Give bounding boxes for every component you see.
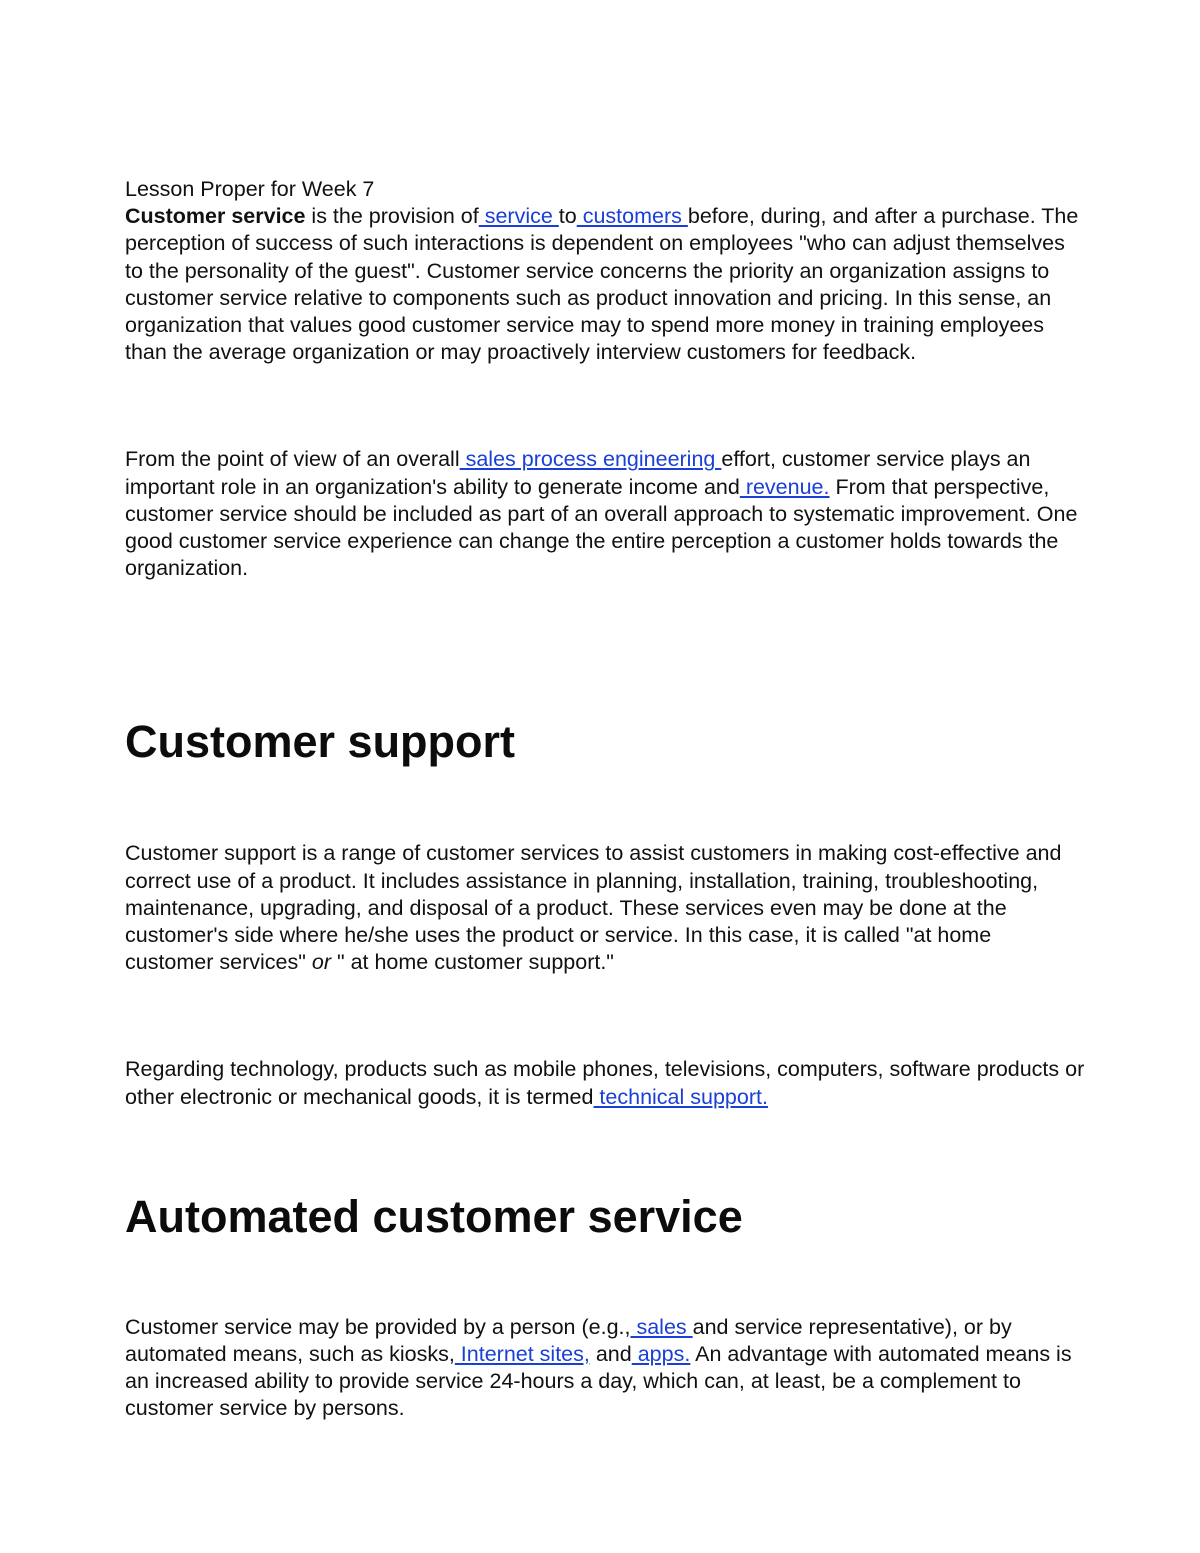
paragraph-technology xyxy=(125,1056,1085,1110)
link-apps[interactable]: apps. xyxy=(631,1342,691,1367)
link-revenue[interactable]: revenue. xyxy=(739,474,830,499)
text-run: Regarding technology, products such as mobile phones, televisions, computers, software products or other electronic or mechanical goods, it is termed xyxy=(125,1057,1085,1109)
link-sales[interactable]: sales xyxy=(630,1314,693,1339)
paragraph-automated-service xyxy=(125,1314,1085,1423)
heading-automated-customer-service: Automated customer service xyxy=(125,1190,743,1242)
paragraph-customer-support xyxy=(125,840,1085,976)
link-internet-sites[interactable]: Internet sites, xyxy=(454,1342,590,1367)
link-service[interactable]: service xyxy=(478,204,559,229)
bold-term: Customer service xyxy=(125,204,306,229)
text-run: " at home customer support." xyxy=(330,950,614,975)
text-run: is the provision of xyxy=(305,204,479,229)
link-customers[interactable]: customers xyxy=(576,204,688,229)
heading-customer-support: Customer support xyxy=(125,716,516,768)
link-sales-process-engineering[interactable]: sales process engineering xyxy=(459,447,722,472)
text-run: and xyxy=(589,1342,632,1367)
paragraph-sales-process xyxy=(125,446,1085,582)
link-technical-support[interactable]: technical support. xyxy=(593,1084,768,1109)
document-page xyxy=(125,176,1085,1423)
text-run: to xyxy=(558,204,577,229)
text-run: From the point of view of an overall xyxy=(125,447,460,472)
text-run: Customer service may be provided by a person (e.g., xyxy=(125,1314,631,1339)
text-run: Customer support is a range of customer services to assist customers in making cost-effective and correct use of a product. It includes assistance in planning, installation, training, troubleshooting, maintenance, upgrading, and disposal of a product. These services even may be done at the customer's side where he/she uses the product or service. In this case, it is called "at home customer services" xyxy=(125,841,1062,975)
text-run: An advantage with automated means is an increased ability to provide service 24-hours a day, which can, at least, be a complement to customer service by persons. xyxy=(125,1342,1072,1421)
lesson-title: Lesson Proper for Week 7 xyxy=(125,177,375,201)
text-run: effort, customer service plays an important role in an organization's ability to generate income and xyxy=(125,447,1031,499)
italic-text: or xyxy=(311,950,331,975)
text-run: From that perspective, customer service should be included as part of an overall approach to systematic improvement. One good customer service experience can change the entire perception a customer holds towards the organization. xyxy=(125,474,1078,581)
paragraph-customer-service xyxy=(125,203,1085,366)
text-run: and service representative), or by automated means, such as kiosks, xyxy=(125,1314,1012,1367)
text-run: before, during, and after a purchase. The perception of success of such interactions is dependent on employees "who can adjust themselves to the personality of the guest". Customer service concerns the priority an organization assigns to customer service relative to components such as product innovation and pricing. In this sense, an organization that values good customer service may to spend more money in training employees than the average organization or may proactively interview customers for feedback. xyxy=(125,204,1079,365)
